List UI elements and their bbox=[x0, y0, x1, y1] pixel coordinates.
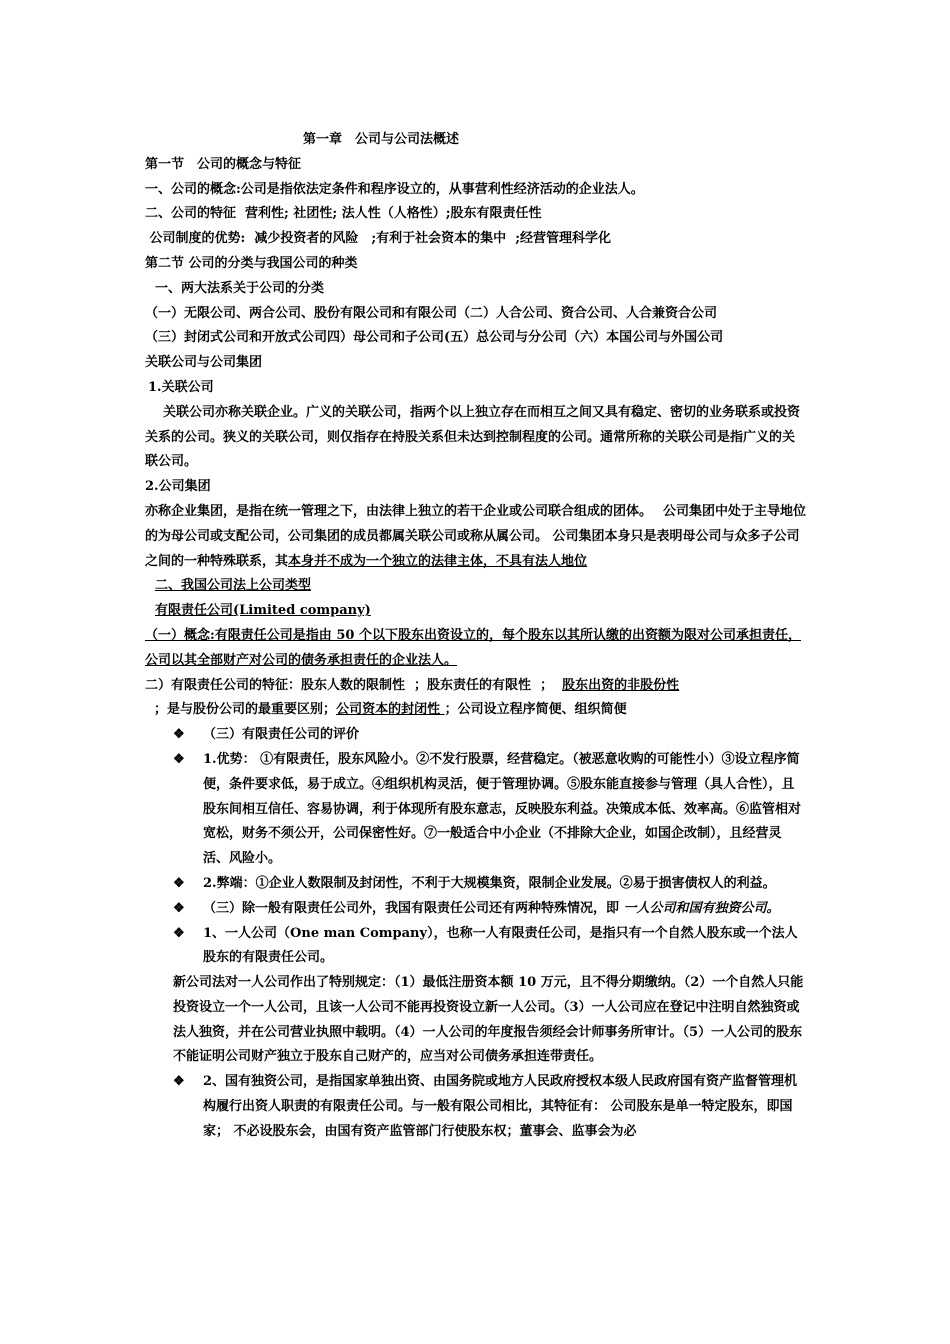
bullet-diamond-icon: ❖ bbox=[173, 727, 185, 743]
bullet-state-owned-text: 2、国有独资公司，是指国家单独出资、由国务院或地方人民政府授权本级人民政府国有资产监督管理机构履行出资人职责的有限责任公司。与一般有限公司相比，其特征有： 公司股东是单一特定股东，即国家； 不必设股东会，由国有资产监管部门行使股东权；董事会、监事会为必 bbox=[203, 1074, 798, 1139]
classification-line-3: 关联公司与公司集团 bbox=[145, 355, 263, 371]
related-company-heading: 1.关联公司 bbox=[148, 379, 214, 395]
company-advantages: 公司制度的优势: 减少投资者的风险 ;有利于社会资本的集中 ;经营管理科学化 bbox=[145, 231, 612, 247]
bullet-disadvantages-text: 2.弊端：①企业人数限制及封闭性，不利于大规模集资，限制企业发展。②易于损害债权人的利益。 bbox=[203, 875, 776, 891]
bullet-diamond-icon: ❖ bbox=[173, 900, 185, 916]
llc-features-non-share: 股东出资的非股份性 bbox=[562, 677, 680, 693]
bullet-evaluation bbox=[145, 723, 807, 748]
bullet-evaluation-text: （三）有限责任公司的评价 bbox=[203, 727, 360, 743]
llc-features-part-2: ；是与股份公司的最重要区别； bbox=[145, 702, 337, 718]
bullet-advantages bbox=[145, 748, 807, 872]
llc-features bbox=[145, 674, 807, 724]
related-company-text: 关联公司亦称关联企业。广义的关联公司，指两个以上独立存在而相互之间又具有稳定、密切的业务联系或投资关系的公司。狭义的关联公司，则仅指存在持股关系但未达到控制程度的公司。通常所称的关联公司是指广义的关联公司。 bbox=[145, 404, 801, 470]
company-features: 二、公司的特征 营利性; 社团性; 法人性（人格性）;股东有限责任性 bbox=[145, 206, 542, 222]
bullet-special-cases-text: （三）除一般有限责任公司外，我国有限责任公司还有两种特殊情况，即 bbox=[203, 900, 624, 916]
bullet-advantages-text: 1.优势： ①有限责任，股东风险小。②不发行股票，经营稳定。（被恶意收购的可能性小）③设立程序简便，条件要求低，易于成立。④组织机构灵活，便于管理协调。⑤股东能直接参与管理（具人合性），且股东间相互信任、容易协调，利于体现所有股东意志，反映股东利益。决策成本低、效率高。⑥监管相对宽松，财务不须公开，公司保密性好。⑦一般适合中小企业（不排除大企业，如国企改制），且经营灵活、风险小。 bbox=[203, 751, 802, 867]
one-man-company-rules: 新公司法对一人公司作出了特别规定：（1）最低注册资本额 10 万元，且不得分期缴纳。（2）一个自然人只能投资设立一个一人公司，且该一人公司不能再投资设立新一人公司。（3）一人公司应在登记中注明自然独资或法人独资，并在公司营业执照中载明。（4）一人公司的年度报告须经会计师事务所审计。（5）一人公司的股东不能证明公司财产独立于股东自己财产的，应当对公司债务承担连带责任。 bbox=[173, 975, 804, 1065]
company-concept: 一、公司的概念:公司是指依法定条件和程序设立的，从事营利性经济活动的企业法人。 bbox=[145, 181, 644, 197]
company-group-heading: 2.公司集团 bbox=[145, 479, 211, 495]
llc-concept: （一）概念:有限责任公司是指由 50 个以下股东出资设立的，每个股东以其所认缴的出资额为限对公司承担责任，公司以其全部财产对公司的债务承担责任的企业法人。 bbox=[145, 627, 801, 668]
bullet-diamond-icon: ❖ bbox=[173, 1074, 185, 1090]
llc-features-closed-capital: 公司资本的封闭性 bbox=[336, 702, 445, 718]
classification-line-2: （三）封闭式公司和开放式公司四）母公司和子公司(五）总公司与分公司（六）本国公司与外国公司 bbox=[145, 330, 724, 346]
bullet-disadvantages bbox=[145, 872, 807, 897]
bullet-one-man-company-text: 1、一人公司（One man Company），也称一人有限责任公司，是指只有一个自然人股东或一个法人股东的有限责任公司。 bbox=[203, 925, 798, 966]
bullet-special-cases bbox=[145, 897, 807, 922]
bullet-one-man-company bbox=[145, 922, 807, 972]
bullet-special-cases-italic: 一人公司和国有独资公司。 bbox=[623, 900, 780, 916]
bullet-diamond-icon: ❖ bbox=[173, 875, 185, 891]
company-group-text-plain: 亦称企业集团，是指在统一管理之下，由法律上独立的若干企业或公司联合组成的团体。 公司集团中处于主导地位的为母公司或支配公司，公司集团的成员都属关联公司或称从属公司。 公司集团本身只是表明母公司与众多子公司之间的一种特殊联系，其 bbox=[145, 503, 807, 569]
company-group-text-underlined: 本身并不成为一个独立的法律主体，不具有法人地位 bbox=[288, 553, 588, 569]
llc-heading: 有限责任公司(Limited company) bbox=[155, 603, 371, 619]
bullet-diamond-icon: ❖ bbox=[173, 751, 185, 767]
section-2-heading: 第二节 公司的分类与我国公司的种类 bbox=[145, 255, 358, 271]
bullet-state-owned bbox=[145, 1070, 807, 1144]
llc-features-part-3: ；公司设立程序简便、组织简便 bbox=[444, 702, 627, 718]
company-group-text bbox=[145, 500, 807, 574]
document-body bbox=[145, 128, 807, 1145]
classification-line-1: （一）无限公司、两合公司、股份有限公司和有限公司（二）人合公司、资合公司、人合兼资合公司 bbox=[145, 305, 718, 321]
section-1-heading: 第一节 公司的概念与特征 bbox=[145, 156, 302, 172]
chapter-title: 第一章 公司与公司法概述 bbox=[303, 132, 460, 147]
llc-features-part-1: 二）有限责任公司的特征：股东人数的限制性 ；股东责任的有限性 ； bbox=[145, 677, 563, 693]
subsection-two-legal-systems: 一、两大法系关于公司的分类 bbox=[155, 280, 325, 296]
bullet-diamond-icon: ❖ bbox=[173, 925, 185, 941]
subsection-china-company-types: 二、我国公司法上公司类型 bbox=[155, 578, 312, 594]
